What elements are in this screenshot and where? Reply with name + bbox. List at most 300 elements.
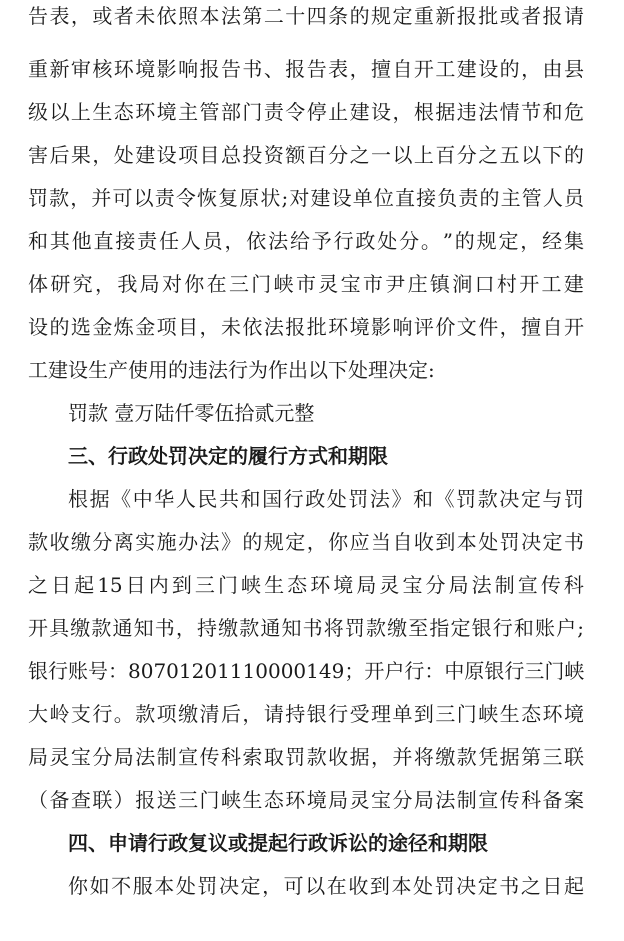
glyph: 自 [392, 57, 413, 81]
glyph: 定 [285, 530, 306, 554]
glyph: 目 [178, 315, 199, 339]
glyph: 服 [132, 874, 153, 898]
glyph: 依 [242, 315, 263, 339]
paragraph-line [28, 55, 584, 83]
glyph: 生 [242, 788, 263, 812]
glyph: 他 [71, 229, 92, 253]
glyph: 银 [28, 659, 48, 683]
glyph: 施 [156, 530, 177, 554]
glyph: 行 [92, 702, 113, 726]
glyph: 处 [175, 874, 196, 898]
glyph: （ [28, 788, 48, 812]
glyph: 法 [135, 745, 156, 769]
paragraph-line [28, 528, 584, 556]
glyph: 知 [281, 616, 302, 640]
glyph: 之 [478, 143, 499, 167]
glyph: 》 [391, 487, 412, 511]
glyph: 华 [154, 487, 175, 511]
glyph: 止 [328, 100, 349, 124]
glyph: ， [371, 745, 391, 769]
glyph: 境 [156, 100, 177, 124]
glyph: 收 [328, 745, 349, 769]
glyph: 境 [333, 573, 354, 597]
glyph: 民 [197, 487, 218, 511]
glyph: 管 [521, 186, 542, 210]
glyph: 分 [92, 745, 113, 769]
glyph: 法 [263, 315, 284, 339]
glyph: 法 [478, 100, 499, 124]
glyph: 收 [49, 530, 70, 554]
glyph: 到 [413, 702, 434, 726]
glyph: 宝 [340, 272, 361, 296]
glyph: 局 [356, 573, 377, 597]
glyph: 人 [180, 229, 201, 253]
glyph: 市 [295, 272, 316, 296]
paragraph-line [28, 571, 584, 599]
glyph: ; [577, 616, 584, 640]
glyph: 直 [93, 229, 114, 253]
glyph: 户 [556, 616, 577, 640]
glyph: 宝 [402, 573, 423, 597]
glyph: 设 [28, 315, 48, 339]
glyph: 条 [328, 4, 349, 28]
glyph: 灵 [379, 573, 400, 597]
paragraph-line [68, 872, 584, 900]
glyph: 持 [197, 616, 217, 640]
glyph: 和 [542, 100, 563, 124]
glyph: 环 [310, 573, 331, 597]
glyph: 资 [263, 143, 284, 167]
glyph: 》 [220, 530, 241, 554]
glyph: 告 [306, 57, 327, 81]
glyph: 户 [384, 659, 405, 683]
glyph: 报 [199, 57, 220, 81]
glyph: 起 [74, 573, 95, 597]
glyph: 态 [521, 702, 542, 726]
paragraph-line [28, 141, 584, 169]
glyph: 人 [175, 487, 196, 511]
glyph: 四 [306, 4, 327, 28]
glyph: 定 [498, 229, 519, 253]
glyph: 宝 [70, 745, 91, 769]
glyph: 危 [563, 100, 584, 124]
glyph: ， [242, 702, 263, 726]
glyph: 自 [392, 530, 413, 554]
glyph: 态 [113, 100, 134, 124]
glyph: 本 [456, 530, 477, 554]
glyph: 建 [310, 186, 331, 210]
glyph: 理 [371, 702, 391, 726]
glyph: 指 [429, 616, 450, 640]
glyph: 联 [563, 745, 584, 769]
glyph: 对 [161, 272, 182, 296]
glyph: 决 [456, 874, 477, 898]
glyph: 款 [49, 186, 70, 210]
glyph: 款 [366, 616, 386, 640]
glyph: 备 [49, 788, 70, 812]
glyph: 开 [364, 659, 385, 683]
glyph: 响 [178, 57, 199, 81]
glyph: 峡 [241, 573, 262, 597]
glyph: 收 [413, 530, 434, 554]
glyph: 据 [435, 100, 456, 124]
glyph: 究 [72, 272, 93, 296]
glyph: 尹 [385, 272, 406, 296]
glyph: 局 [28, 745, 48, 769]
glyph: 第 [521, 745, 542, 769]
glyph: 单 [392, 702, 413, 726]
glyph: 款 [28, 530, 48, 554]
glyph: 银 [484, 659, 505, 683]
glyph: 之 [349, 143, 370, 167]
glyph: 根 [68, 487, 88, 511]
glyph: 十 [285, 4, 306, 28]
glyph: 款 [456, 745, 477, 769]
glyph: 三 [178, 788, 199, 812]
glyph: 单 [352, 186, 373, 210]
glyph: 项 [178, 143, 199, 167]
glyph: 镇 [429, 272, 450, 296]
section-heading: 三、行政处罚决定的履行方式和期限 [68, 444, 388, 468]
glyph: 者 [521, 4, 542, 28]
paragraph-line [28, 2, 584, 30]
glyph: 负 [437, 186, 458, 210]
glyph: 状 [260, 186, 281, 210]
glyph: 法 [220, 4, 241, 28]
glyph: 日 [125, 573, 146, 597]
glyph: 灵 [318, 272, 339, 296]
glyph: 查 [70, 788, 91, 812]
glyph: 由 [542, 57, 563, 81]
glyph: 你 [328, 530, 349, 554]
glyph: 三 [228, 272, 249, 296]
glyph: 局 [448, 573, 469, 597]
glyph: 不 [111, 874, 132, 898]
glyph: 上 [70, 100, 91, 124]
glyph: ， [306, 530, 327, 554]
glyph: 岭 [49, 702, 70, 726]
glyph: 一 [371, 143, 391, 167]
glyph: 办 [178, 530, 199, 554]
glyph: 部 [220, 100, 241, 124]
glyph: 的 [563, 143, 584, 167]
glyph: 给 [289, 229, 310, 253]
glyph: 应 [349, 530, 370, 554]
glyph: 核 [92, 57, 113, 81]
glyph: 工 [435, 57, 456, 81]
glyph: 。 [113, 702, 134, 726]
glyph: 行 [48, 659, 68, 683]
glyph: 三 [194, 573, 215, 597]
glyph: 科 [563, 573, 584, 597]
glyph: 后 [220, 702, 241, 726]
glyph: 停 [306, 100, 327, 124]
glyph: ， [199, 315, 220, 339]
glyph: 重 [413, 4, 434, 28]
glyph: 罚 [28, 186, 48, 210]
glyph: 中 [132, 487, 153, 511]
glyph: 工 [541, 272, 562, 296]
glyph: 市 [362, 272, 383, 296]
glyph: 和 [28, 229, 48, 253]
fine-amount: 罚款 壹万陆仟零伍拾贰元整 [68, 401, 315, 425]
glyph: 处 [377, 229, 398, 253]
glyph: 任 [158, 229, 179, 253]
glyph: 审 [70, 57, 91, 81]
glyph: 在 [326, 874, 347, 898]
glyph: 法 [435, 788, 456, 812]
glyph: 擅 [521, 315, 542, 339]
glyph: 庄 [407, 272, 428, 296]
glyph: 生 [264, 573, 285, 597]
glyph: 在 [206, 272, 227, 296]
glyph: 处 [413, 874, 433, 898]
glyph: 书 [499, 874, 520, 898]
glyph: ， [175, 616, 196, 640]
glyph: 集 [563, 229, 584, 253]
glyph: 口 [474, 272, 495, 296]
glyph: 涧 [452, 272, 473, 296]
glyph: 书 [563, 530, 584, 554]
glyph: 对 [289, 186, 310, 210]
glyph: 责 [154, 186, 175, 210]
glyph: 规 [371, 4, 391, 28]
glyph: 文 [456, 315, 477, 339]
glyph: 设 [478, 57, 499, 81]
glyph: 件 [478, 315, 499, 339]
glyph: 依 [156, 4, 177, 28]
glyph: 二 [263, 4, 284, 28]
glyph: 定 [240, 874, 261, 898]
glyph: 门 [199, 788, 220, 812]
glyph: 法 [369, 487, 390, 511]
glyph: 法 [268, 229, 289, 253]
glyph: 批 [478, 4, 499, 28]
glyph: 门 [217, 573, 238, 597]
glyph: 人 [542, 186, 563, 210]
glyph: 位 [373, 186, 394, 210]
glyph: 制 [456, 788, 477, 812]
glyph: 分 [392, 788, 413, 812]
glyph: 项 [156, 315, 177, 339]
glyph: 的 [454, 229, 475, 253]
glyph: 开 [519, 272, 540, 296]
glyph: ， [520, 229, 541, 253]
glyph: 本 [154, 874, 175, 898]
glyph: 以 [133, 186, 154, 210]
glyph: 环 [542, 702, 563, 726]
glyph: 分 [425, 573, 446, 597]
glyph: 以 [305, 874, 326, 898]
glyph: 《 [111, 487, 132, 511]
glyph: 态 [263, 788, 284, 812]
glyph: 宝 [371, 788, 391, 812]
glyph: 案 [563, 788, 584, 812]
glyph: 通 [112, 616, 133, 640]
glyph: 峡 [220, 788, 241, 812]
glyph: 设 [331, 186, 352, 210]
glyph: 到 [369, 874, 390, 898]
glyph: 罚 [285, 745, 306, 769]
glyph: 以 [521, 143, 542, 167]
glyph: 的 [349, 4, 370, 28]
glyph: 的 [242, 530, 263, 554]
paragraph-line [28, 743, 584, 771]
glyph: 境 [349, 315, 370, 339]
glyph: 峡 [478, 702, 499, 726]
glyph: 上 [413, 143, 434, 167]
glyph: ， [262, 874, 283, 898]
glyph: 国 [262, 487, 283, 511]
glyph: 缴 [435, 745, 456, 769]
glyph: 宣 [178, 745, 199, 769]
glyph: 处 [478, 530, 499, 554]
glyph: 款 [91, 616, 112, 640]
glyph: 受 [349, 702, 370, 726]
glyph: 境 [306, 788, 327, 812]
glyph: 环 [328, 315, 349, 339]
glyph: 到 [171, 573, 192, 597]
glyph: 者 [113, 4, 134, 28]
glyph: ” [442, 229, 453, 253]
glyph: 索 [242, 745, 263, 769]
glyph: 项 [156, 702, 177, 726]
glyph: 门 [544, 659, 565, 683]
glyph: 如 [89, 874, 110, 898]
glyph: 罚 [348, 487, 369, 511]
glyph: 三 [435, 702, 456, 726]
glyph: 照 [178, 4, 199, 28]
glyph: 开 [563, 315, 584, 339]
glyph: 下 [542, 143, 563, 167]
glyph: 制 [494, 573, 515, 597]
glyph: 罚 [197, 874, 218, 898]
glyph: 可 [112, 186, 133, 210]
glyph: 新 [49, 57, 70, 81]
glyph: 依 [246, 229, 267, 253]
glyph: 行 [492, 616, 513, 640]
glyph: 定 [392, 4, 413, 28]
glyph: 建 [349, 100, 370, 124]
glyph: 日 [51, 573, 72, 597]
glyph: 额 [285, 143, 306, 167]
glyph: 实 [135, 530, 156, 554]
glyph: 罚 [456, 487, 477, 511]
glyph: 门 [242, 100, 263, 124]
glyph: 到 [435, 530, 456, 554]
glyph: 予 [311, 229, 332, 253]
paragraph-line [28, 98, 584, 126]
glyph: 令 [175, 186, 196, 210]
paragraph-line [28, 270, 584, 298]
glyph: 。 [420, 229, 441, 253]
paragraph-line [28, 313, 584, 341]
glyph: 大 [28, 702, 48, 726]
glyph: 内 [148, 573, 169, 597]
glyph: 的 [49, 315, 70, 339]
glyph: 管 [199, 100, 220, 124]
glyph: 政 [355, 229, 376, 253]
glyph: 凭 [478, 745, 499, 769]
glyph: 定 [520, 487, 541, 511]
glyph: 书 [154, 616, 175, 640]
glyph: 责 [458, 186, 479, 210]
glyph: 的 [479, 186, 500, 210]
glyph: 或 [499, 4, 520, 28]
paragraph-line [28, 227, 584, 255]
glyph: 将 [323, 616, 344, 640]
glyph: 银 [471, 616, 492, 640]
glyph: 80701201110000149 [128, 659, 345, 683]
glyph: 态 [287, 573, 308, 597]
glyph: 缴 [218, 616, 239, 640]
glyph: 告 [220, 57, 241, 81]
glyph: 建 [135, 143, 156, 167]
glyph: 定 [542, 530, 563, 554]
glyph: 传 [540, 573, 561, 597]
glyph: ： [424, 659, 445, 683]
section-heading: 四、申请行政复议或提起行政诉讼的途径和期限 [68, 831, 488, 855]
glyph: 款 [135, 702, 156, 726]
glyph: 账 [68, 659, 88, 683]
glyph: 影 [371, 315, 391, 339]
glyph: 账 [535, 616, 555, 640]
glyph: 体 [28, 272, 48, 296]
glyph: 具 [49, 616, 70, 640]
paragraph-line [28, 700, 584, 728]
glyph: 表 [49, 4, 70, 28]
glyph: 当 [371, 530, 391, 554]
glyph: ， [70, 4, 91, 28]
paragraph-line: 工建设生产使用的违法行为作出以下处理决定: [28, 358, 435, 382]
glyph: 款 [477, 487, 498, 511]
glyph: 罚 [563, 487, 584, 511]
glyph: 清 [199, 702, 220, 726]
glyph: 自 [542, 315, 563, 339]
glyph: 罚 [499, 530, 520, 554]
glyph: 联 [92, 788, 113, 812]
glyph: 并 [91, 186, 112, 210]
paragraph-line [68, 485, 584, 513]
glyph: 你 [68, 874, 88, 898]
glyph: ， [521, 57, 542, 81]
glyph: 通 [260, 616, 281, 640]
glyph: 环 [135, 100, 156, 124]
glyph: 之 [28, 573, 48, 597]
glyph: 法 [199, 530, 220, 554]
glyph: ， [224, 229, 245, 253]
glyph: 持 [285, 702, 306, 726]
glyph: 共 [218, 487, 239, 511]
glyph: 报 [456, 4, 477, 28]
glyph: 罚 [434, 874, 455, 898]
glyph: 开 [413, 57, 434, 81]
glyph: 据 [499, 745, 520, 769]
glyph: 起 [563, 874, 584, 898]
glyph: 县 [563, 57, 584, 81]
glyph: 境 [563, 702, 584, 726]
glyph: 违 [456, 100, 477, 124]
glyph: 主 [178, 100, 199, 124]
glyph: 本 [199, 4, 220, 28]
glyph: 本 [391, 874, 412, 898]
glyph: 节 [521, 100, 542, 124]
glyph: ， [70, 186, 91, 210]
glyph: 报 [285, 315, 306, 339]
glyph: 行 [333, 229, 354, 253]
glyph: 处 [113, 143, 134, 167]
glyph: 害 [28, 143, 48, 167]
